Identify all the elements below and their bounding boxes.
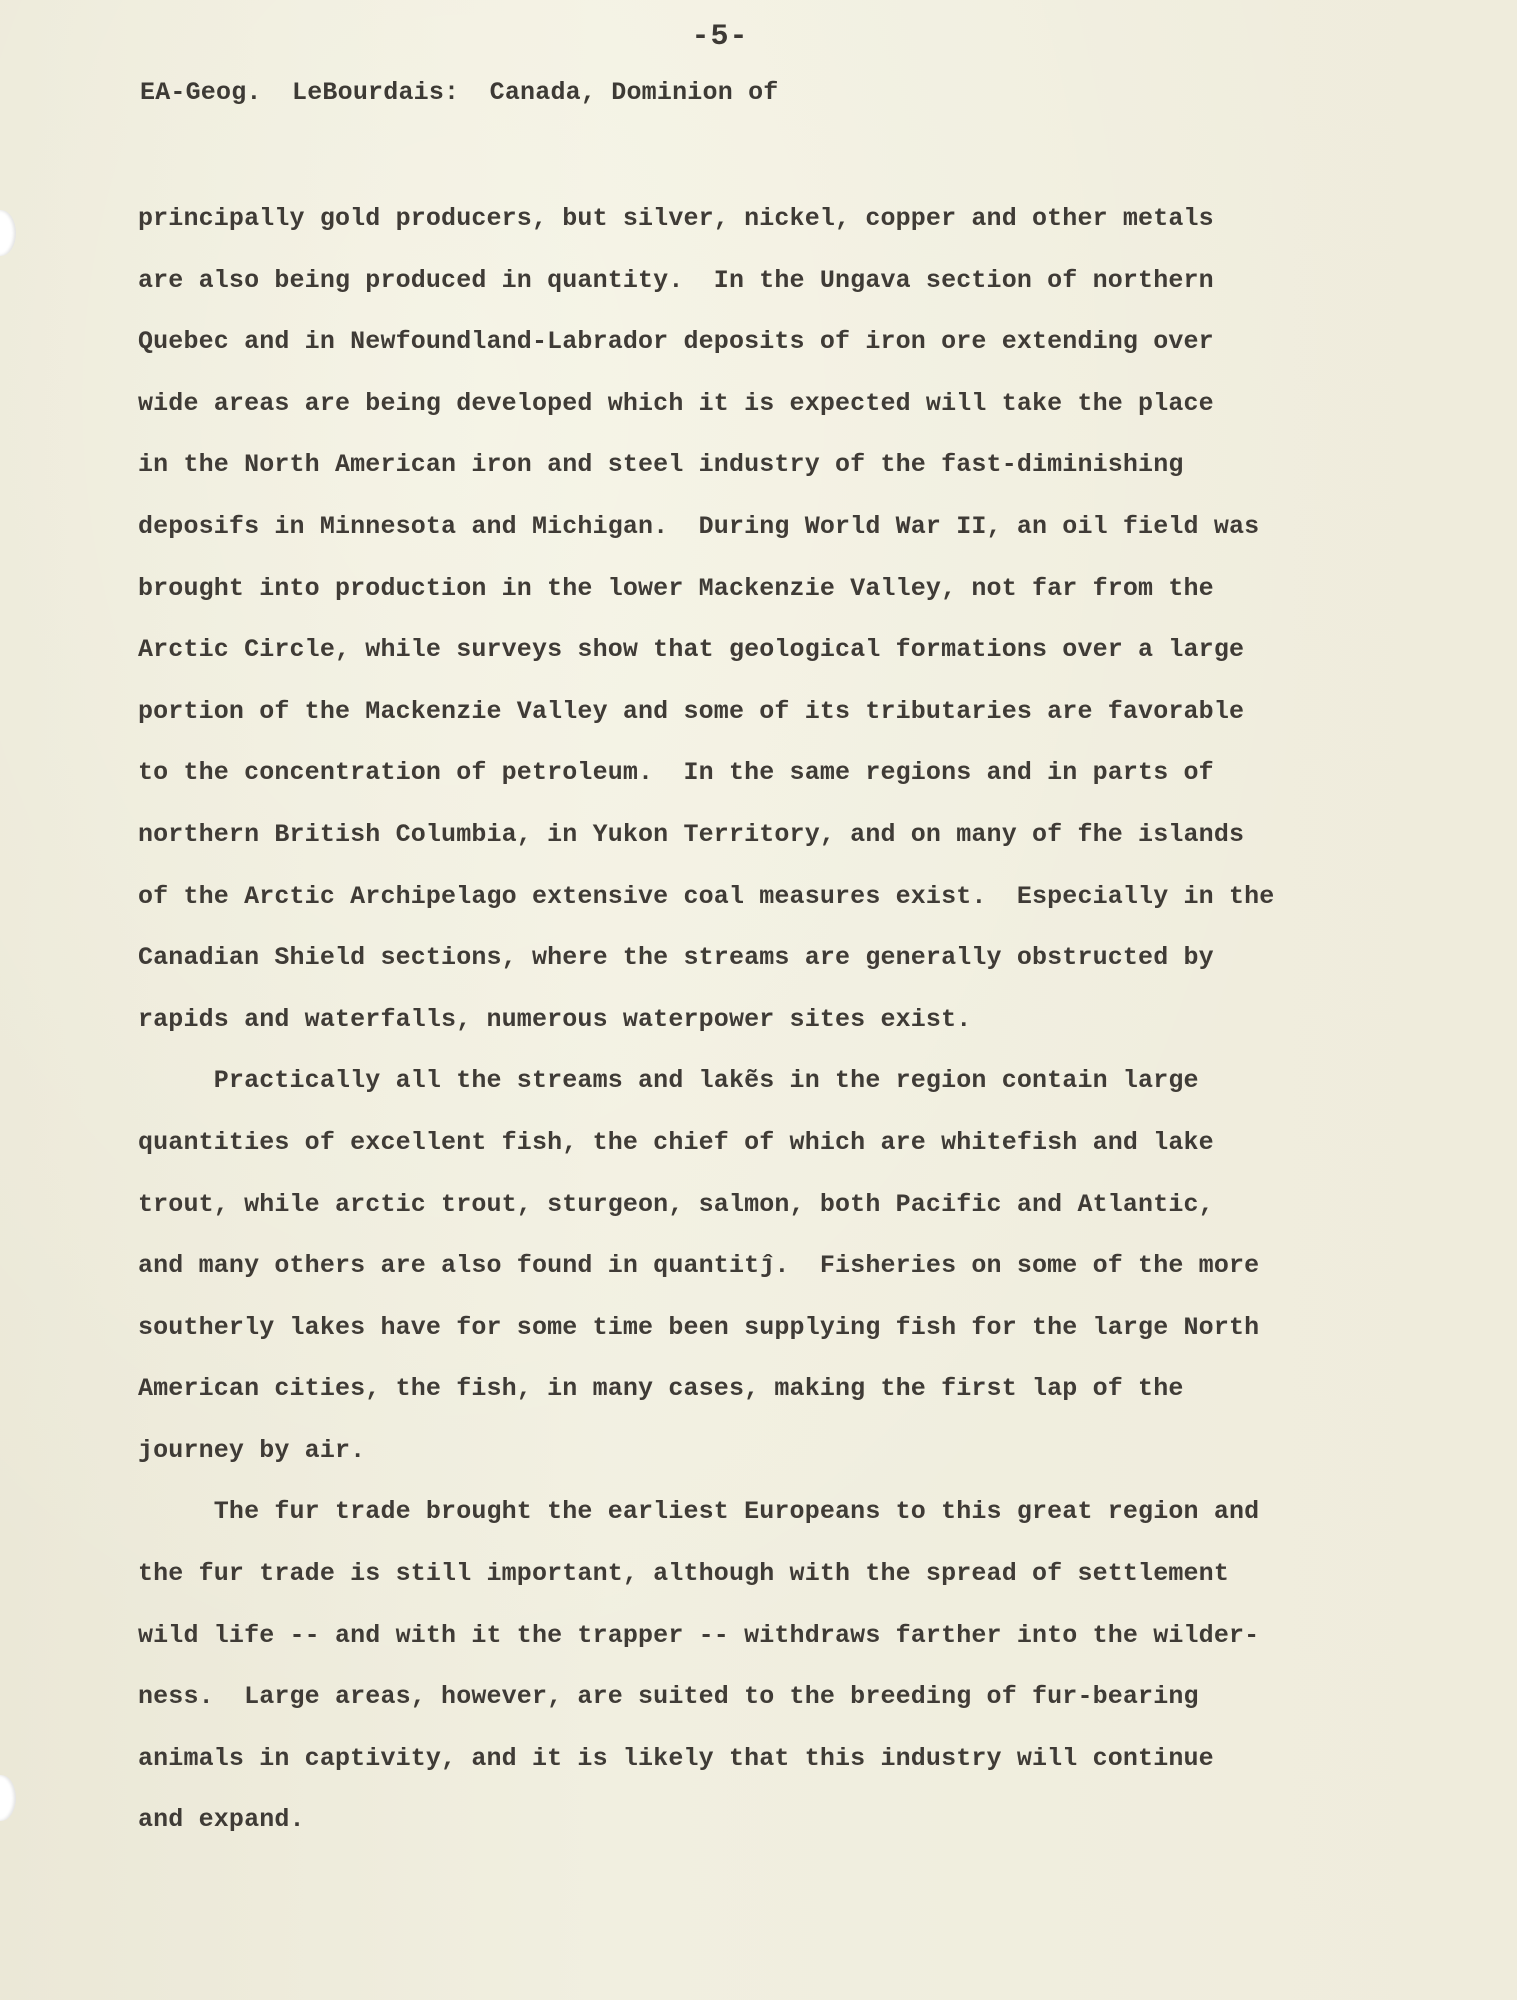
text-line: trout, while arctic trout, sturgeon, salmon, both Pacific and Atlantic, <box>138 1189 1214 1219</box>
text-line: wild life -- and with it the trapper -- withdraws farther into the wilder- <box>138 1620 1260 1650</box>
text-line: Arctic Circle, while surveys show that geological formations over a large <box>138 635 1245 665</box>
text-line: American cities, the fish, in many cases, making the first lap of the <box>138 1374 1184 1404</box>
page-number: -5- <box>691 20 749 54</box>
text-line: principally gold producers, but silver, nickel, copper and other metals <box>138 204 1214 233</box>
text-line: wide areas are being developed which it is expected will take the place <box>138 388 1214 418</box>
document-heading: EA-Geog. LeBourdais: Canada, Dominion of <box>140 78 779 107</box>
text-line: to the concentration of petroleum. In the same regions and in parts of <box>138 758 1214 788</box>
text-line: rapids and waterfalls, numerous waterpower sites exist. <box>138 1004 972 1034</box>
body-text <box>138 198 1288 1861</box>
text-line: brought into production in the lower Mackenzie Valley, not far from the <box>138 573 1214 603</box>
text-line: Canadian Shield sections, where the streams are generally obstructed by <box>138 943 1214 973</box>
text-line: the fur trade is still important, although with the spread of settlement <box>138 1559 1229 1589</box>
text-line: of the Arctic Archipelago extensive coal measures exist. Especially in the <box>138 881 1275 911</box>
text-line: portion of the Mackenzie Valley and some of its tributaries are favorable <box>138 696 1245 726</box>
text-line: in the North American iron and steel industry of the fast-diminishing <box>138 450 1184 480</box>
text-line: quantities of excellent fish, the chief of which are whitefish and lake <box>138 1127 1214 1157</box>
text-line: ness. Large areas, however, are suited to the breeding of fur-bearing <box>138 1682 1199 1712</box>
punch-hole <box>0 210 16 256</box>
text-line: and many others are also found in quantitĵ. Fisheries on some of the more <box>138 1251 1260 1281</box>
text-line: Practically all the streams and lakẽs in the region contain large <box>138 1066 1199 1096</box>
text-line: journey by air. <box>138 1435 366 1465</box>
text-line: are also being produced in quantity. In the Ungava section of northern <box>138 265 1214 295</box>
text-line: and expand. <box>138 1805 305 1835</box>
punch-hole <box>0 1775 16 1821</box>
text-line: Quebec and in Newfoundland-Labrador deposits of iron ore extending over <box>138 327 1214 357</box>
text-line: animals in captivity, and it is likely that this industry will continue <box>138 1743 1214 1773</box>
text-line: southerly lakes have for some time been supplying fish for the large North <box>138 1312 1260 1342</box>
text-line: deposifs in Minnesota and Michigan. During World War II, an oil field was <box>138 511 1260 541</box>
text-line: northern British Columbia, in Yukon Territory, and on many of fhe islands <box>138 819 1245 849</box>
text-line: The fur trade brought the earliest Europeans to this great region and <box>138 1497 1260 1527</box>
